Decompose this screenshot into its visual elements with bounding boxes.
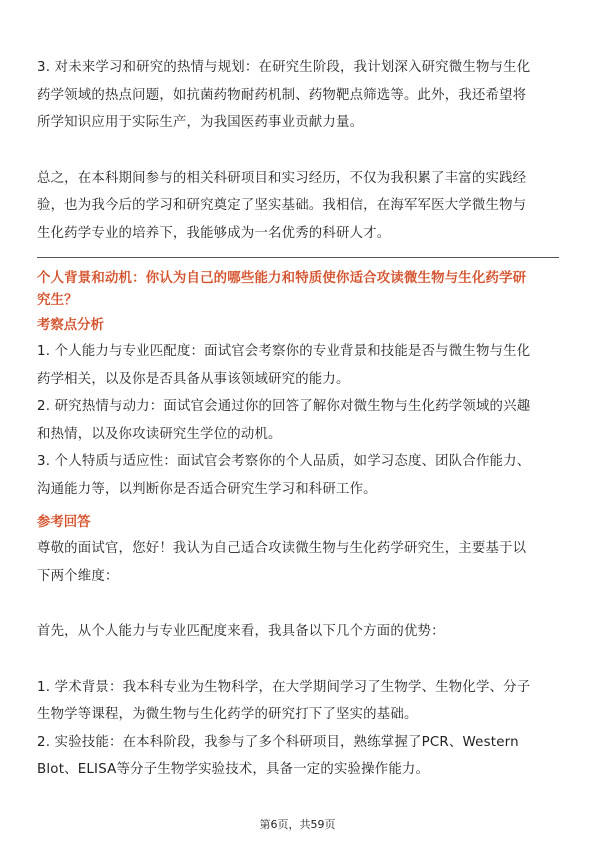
question-line: 究生？	[37, 293, 78, 308]
text-line: 2. 研究热情与动力：面试官会通过你的回答了解你对微生物与生化药学领域的兴趣	[37, 399, 531, 414]
intro-item-3	[37, 54, 559, 137]
answer-greeting	[37, 535, 559, 590]
spacer	[37, 646, 559, 674]
analysis-list	[37, 338, 559, 503]
text-line: 药学相关，以及你是否具备从事该领域研究的能力。	[37, 371, 350, 387]
answer-list	[37, 674, 559, 784]
text-line: 2. 实验技能：在本科阶段，我参与了多个科研项目，熟练掌握了PCR、Western	[37, 734, 519, 750]
answer-first-point: 首先，从个人能力与专业匹配度来看，我具备以下几个方面的优势：	[37, 624, 445, 639]
summary-paragraph	[37, 165, 559, 248]
answer-heading: 参考回答	[37, 515, 91, 530]
page-content	[37, 54, 559, 784]
text-line: 沟通能力等，以判断你是否适合研究生学习和科研工作。	[37, 481, 377, 497]
text-line: 尊敬的面试官，您好！我认为自己适合攻读微生物与生化药学研究生，主要基于以	[37, 541, 527, 556]
text-line: 总之，在本科期间参与的相关科研项目和实习经历，不仅为我积累了丰富的实践经	[37, 170, 527, 186]
spacer	[37, 137, 559, 165]
section-divider	[37, 257, 559, 258]
text-line: 生化药学专业的培养下，我能够成为一名优秀的科研人才。	[37, 225, 391, 241]
text-line: 1. 个人能力与专业匹配度：面试官会考察你的专业背景和技能是否与微生物与生化	[37, 344, 531, 359]
page-footer: 第6页，共59页	[259, 818, 336, 831]
text-line: 3. 个人特质与适应性：面试官会考察你的个人品质，如学习态度、团队合作能力、	[37, 454, 531, 469]
spacer	[37, 503, 559, 509]
text-line: 验，也为我今后的学习和研究奠定了坚实基础。我相信，在海军军医大学微生物与	[37, 198, 527, 213]
question-line: 个人背景和动机：你认为自己的哪些能力和特质使你适合攻读微生物与生化药学研	[37, 271, 527, 286]
text-line: 生物学等课程，为微生物与生化药学的研究打下了坚实的基础。	[37, 707, 418, 722]
text-line: 3. 对未来学习和研究的热情与规划：在研究生阶段，我计划深入研究微生物与生化	[37, 60, 531, 75]
text-line: Blot、ELISA等分子生物学实验技术，具备一定的实验操作能力。	[37, 762, 430, 777]
text-line: 下两个维度：	[37, 568, 119, 584]
spacer	[37, 590, 559, 618]
text-line: 和热情，以及你攻读研究生学位的动机。	[37, 426, 282, 442]
question-title	[37, 268, 559, 312]
text-line: 1. 学术背景：我本科专业为生物科学，在大学期间学习了生物学、生物化学、分子	[37, 679, 531, 695]
text-line: 所学知识应用于实际生产，为我国医药事业贡献力量。	[37, 115, 364, 130]
text-line: 药学领域的热点问题，如抗菌药物耐药机制、药物靶点筛选等。此外，我还希望将	[37, 87, 527, 103]
analysis-heading: 考察点分析	[37, 318, 104, 333]
